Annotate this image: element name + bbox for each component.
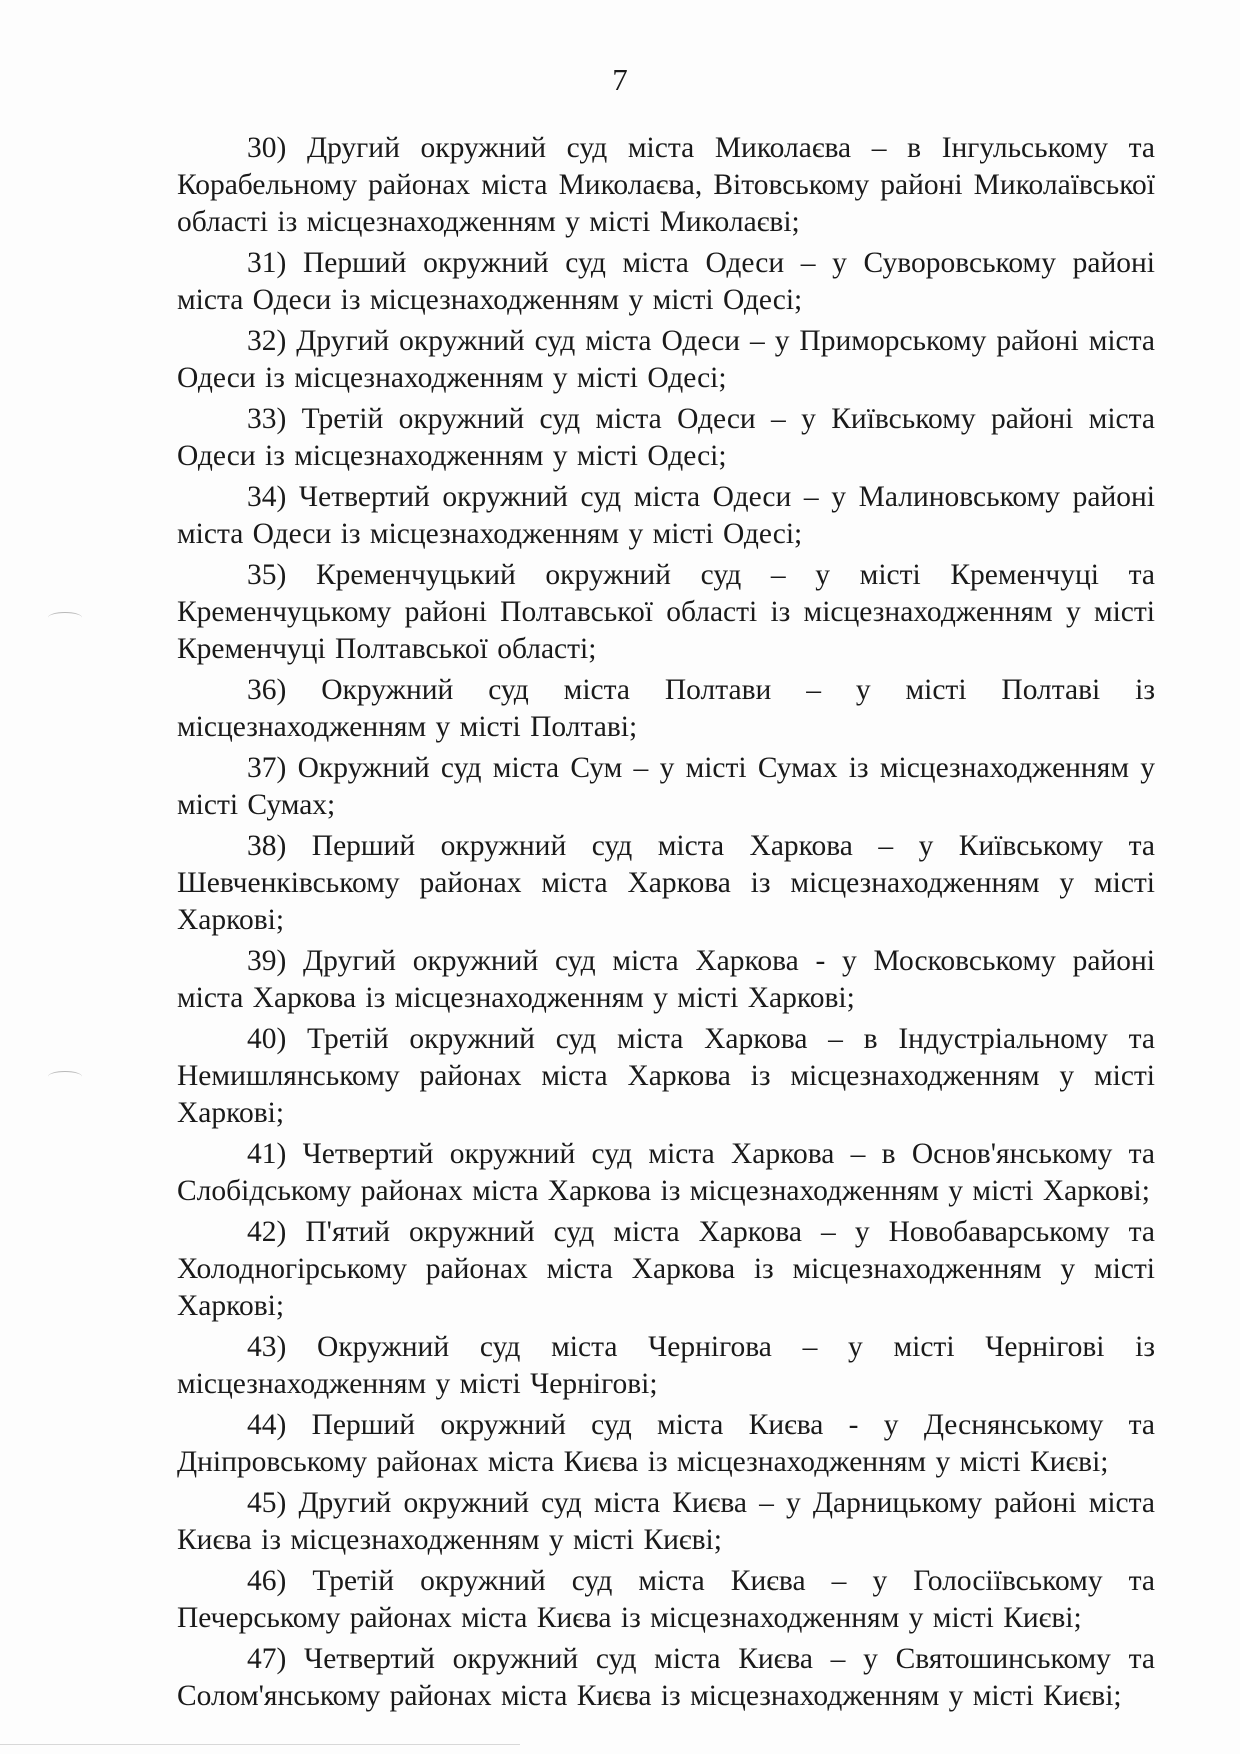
list-item: 43) Окружний суд міста Чернігова – у місті Чернігові із місцезнаходженням у місті Чернігові; [177, 1331, 1155, 1400]
list-item: 34) Четвертий окружний суд міста Одеси – у Малиновському районі міста Одеси із місцезнаходженням у місті Одесі; [177, 481, 1155, 550]
list-item: 39) Другий окружний суд міста Харкова - у Московському районі міста Харкова із місцезнаходженням у місті Харкові; [177, 945, 1155, 1014]
scan-punch-mark-bottom [48, 1071, 82, 1082]
list-item: 30) Другий окружний суд міста Миколаєва – в Інгульському та Корабельному районах міста Миколаєва, Вітовському районі Миколаївської області із місцезнаходженням у місті Миколаєві; [177, 132, 1155, 238]
scan-punch-mark-top [48, 612, 82, 623]
list-item: 40) Третій окружний суд міста Харкова – в Індустріальному та Немишлянському районах міста Харкова із місцезнаходженням у місті Харкові; [177, 1023, 1155, 1129]
list-item: 42) П'ятий окружний суд міста Харкова – у Новобаварському та Холодногірському районах міста Харкова із місцезнаходженням у місті Харкові; [177, 1216, 1155, 1322]
list-item: 36) Окружний суд міста Полтави – у місті Полтаві із місцезнаходженням у місті Полтаві; [177, 674, 1155, 743]
list-item: 41) Четвертий окружний суд міста Харкова – в Основ'янському та Слобідському районах міста Харкова із місцезнаходженням у місті Харкові; [177, 1138, 1155, 1207]
list-item: 45) Другий окружний суд міста Києва – у Дарницькому районі міста Києва із місцезнаходженням у місті Києві; [177, 1487, 1155, 1556]
document-body [177, 130, 1155, 1719]
list-item: 46) Третій окружний суд міста Києва – у Голосіївському та Печерському районах міста Києва із місцезнаходженням у місті Києві; [177, 1565, 1155, 1634]
list-item: 35) Кременчуцький окружний суд – у місті Кременчуці та Кременчуцькому районі Полтавської області із місцезнаходженням у місті Кременчуці Полтавської області; [177, 559, 1155, 665]
page-number: 7 [612, 62, 628, 97]
list-item: 31) Перший окружний суд міста Одеси – у Суворовському районі міста Одеси із місцезнаходженням у місті Одесі; [177, 247, 1155, 316]
list-item: 47) Четвертий окружний суд міста Києва – у Святошинському та Солом'янському районах міста Києва із місцезнаходженням у місті Києві; [177, 1643, 1155, 1712]
scan-edge-line [0, 1744, 520, 1745]
list-item: 33) Третій окружний суд міста Одеси – у Київському районі міста Одеси із місцезнаходженням у місті Одесі; [177, 403, 1155, 472]
list-item: 37) Окружний суд міста Сум – у місті Сумах із місцезнаходженням у місті Сумах; [177, 752, 1155, 821]
list-item: 32) Другий окружний суд міста Одеси – у Приморському районі міста Одеси із місцезнаходженням у місті Одесі; [177, 325, 1155, 394]
list-item: 38) Перший окружний суд міста Харкова – у Київському та Шевченківському районах міста Харкова із місцезнаходженням у місті Харкові; [177, 830, 1155, 936]
list-item: 44) Перший окружний суд міста Києва - у Деснянському та Дніпровському районах міста Києва із місцезнаходженням у місті Києві; [177, 1409, 1155, 1478]
